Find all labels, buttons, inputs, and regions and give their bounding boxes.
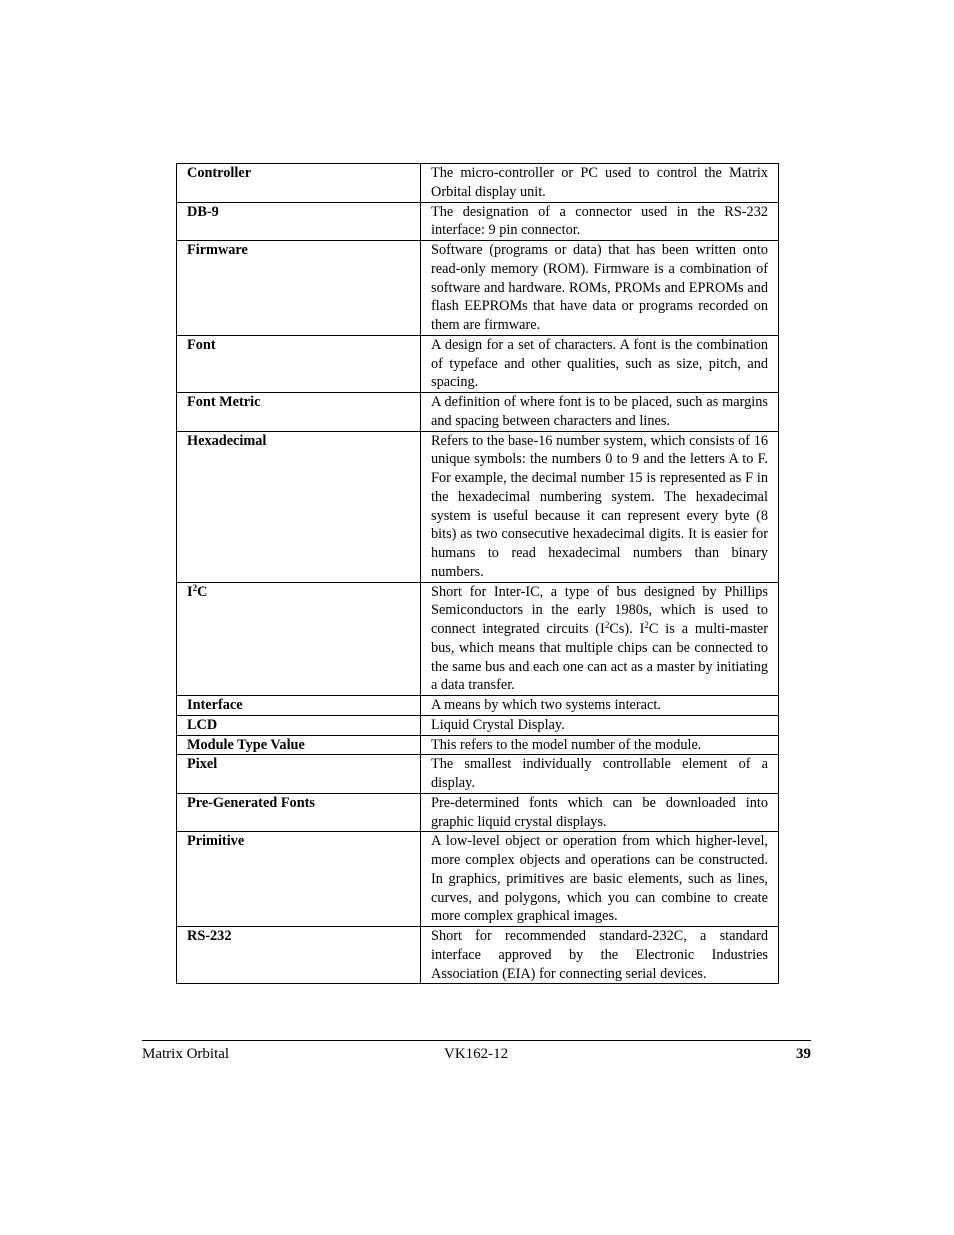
table-row	[177, 793, 779, 832]
term-rest: C	[197, 583, 208, 600]
table-row	[177, 164, 779, 203]
table-row	[177, 696, 779, 716]
definition-cell: Software (programs or data) that has been written onto read-only memory (ROM). Firmware is a combination of software and hardware. ROMs, PROMs and EPROMs and flash EEPROMs that have data or programs recorded on them are firmware.	[421, 241, 779, 336]
term-superscript: 2	[192, 582, 198, 593]
term-cell: Font Metric	[177, 393, 421, 432]
definition-cell: Refers to the base-16 number system, which consists of 16 unique symbols: the numbers 0 to 9 and the letters A to F. For example, the decimal number 15 is represented as F in the hexadecimal numbering system. The hexadecimal system is useful because it can represent every byte (8 bits) as two consecutive hexadecimal digits. It is easier for humans to read hexadecimal numbers than binary numbers.	[421, 431, 779, 582]
term-cell: Module Type Value	[177, 735, 421, 755]
term-cell: Interface	[177, 696, 421, 716]
glossary-table	[176, 163, 779, 984]
table-row	[177, 335, 779, 392]
term-cell: Primitive	[177, 832, 421, 927]
definition-cell: A low-level object or operation from which higher-level, more complex objects and operations can be constructed. In graphics, primitives are basic elements, such as lines, curves, and polygons, which you can combine to create more complex graphical images.	[421, 832, 779, 927]
table-row	[177, 202, 779, 241]
definition-cell: Liquid Crystal Display.	[421, 715, 779, 735]
footer-company: Matrix Orbital	[142, 1046, 230, 1062]
footer-model: VK162-12	[444, 1046, 509, 1062]
table-row	[177, 582, 779, 696]
definition-cell	[421, 582, 779, 696]
page-number: 39	[796, 1046, 811, 1062]
definition-superscript: 2	[644, 620, 649, 630]
definition-part: Cs). I	[609, 621, 645, 637]
definition-cell: Pre-determined fonts which can be downloaded into graphic liquid crystal displays.	[421, 793, 779, 832]
term-cell: Pre-Generated Fonts	[177, 793, 421, 832]
term-cell: DB-9	[177, 202, 421, 241]
definition-part: C is a multi-master bus, which means that multiple chips can be connected to the same bus and each one can act as a master by initiating a data transfer.	[431, 621, 768, 694]
term-cell: Controller	[177, 164, 421, 203]
table-row	[177, 431, 779, 582]
definition-part: Short for Inter-IC, a type of bus designed by Phillips Semiconductors in the early 1980s, which is used to connect integrated circuits (I	[431, 583, 768, 637]
table-row	[177, 393, 779, 432]
term-cell: RS-232	[177, 927, 421, 984]
definition-cell: The designation of a connector used in the RS-232 interface: 9 pin connector.	[421, 202, 779, 241]
definition-cell: A means by which two systems interact.	[421, 696, 779, 716]
definition-cell: The micro-controller or PC used to control the Matrix Orbital display unit.	[421, 164, 779, 203]
table-row	[177, 735, 779, 755]
definition-cell: This refers to the model number of the module.	[421, 735, 779, 755]
definition-cell: A definition of where font is to be placed, such as margins and spacing between characters and lines.	[421, 393, 779, 432]
definition-cell: A design for a set of characters. A font is the combination of typeface and other qualities, such as size, pitch, and spacing.	[421, 335, 779, 392]
definition-superscript: 2	[604, 620, 610, 630]
table-row	[177, 715, 779, 735]
term-cell: LCD	[177, 715, 421, 735]
table-row	[177, 241, 779, 336]
definition-cell: The smallest individually controllable element of a display.	[421, 755, 779, 794]
definition-cell: Short for recommended standard-232C, a standard interface approved by the Electronic Industries Association (EIA) for connecting serial devices.	[421, 927, 779, 984]
table-row	[177, 832, 779, 927]
term-cell: Font	[177, 335, 421, 392]
term-cell: Pixel	[177, 755, 421, 794]
term-cell	[177, 582, 421, 696]
footer-divider	[142, 1040, 811, 1041]
table-row	[177, 755, 779, 794]
term-cell: Firmware	[177, 241, 421, 336]
table-row	[177, 927, 779, 984]
term-base: I	[187, 583, 193, 600]
term-cell: Hexadecimal	[177, 431, 421, 582]
